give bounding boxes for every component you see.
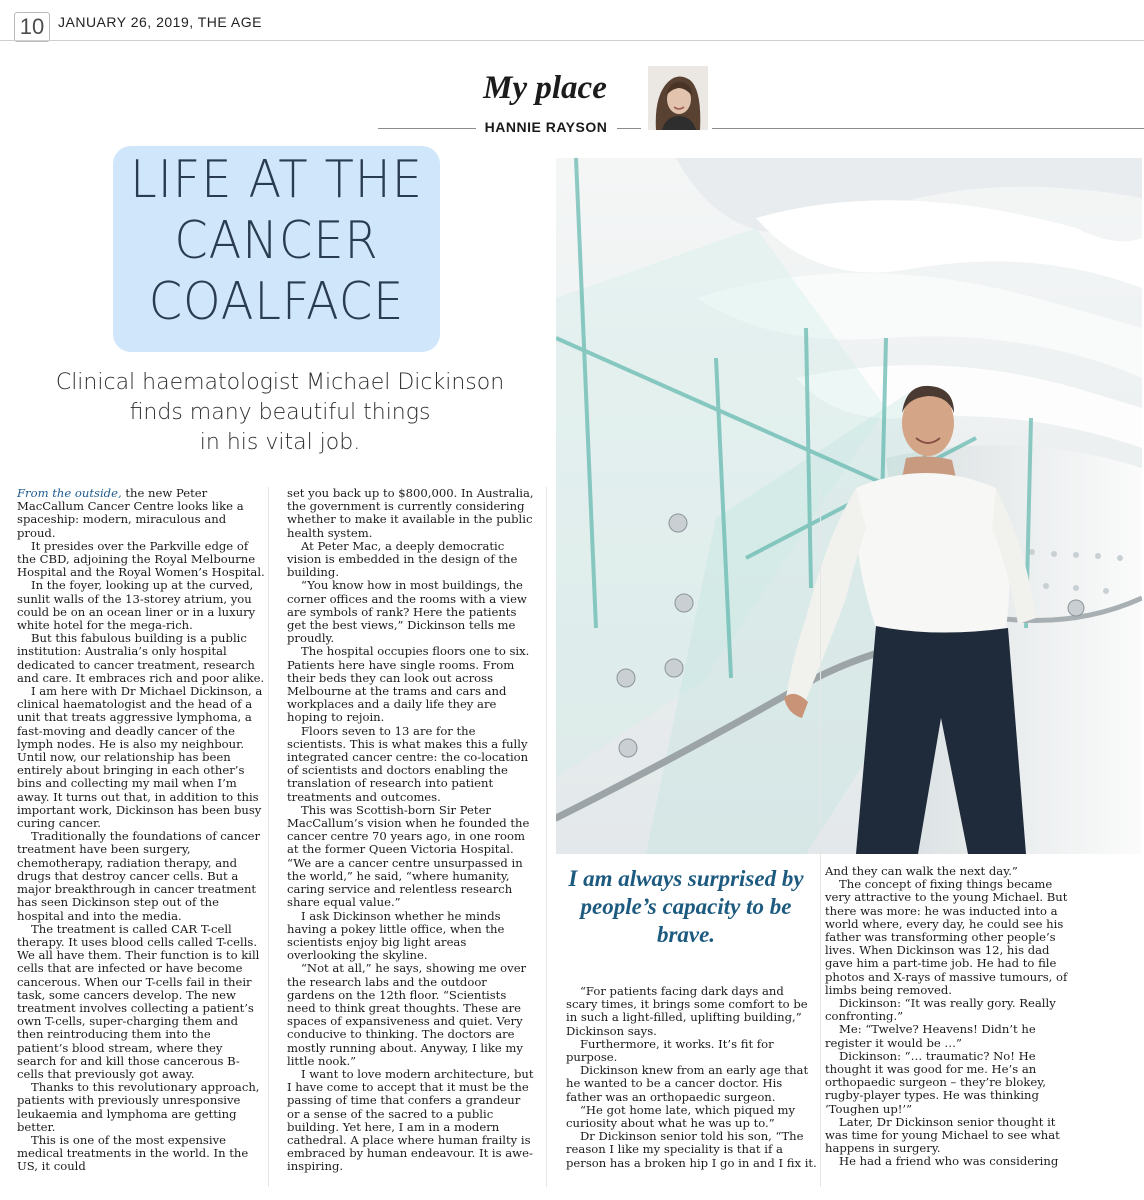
top-rule: [0, 40, 1144, 41]
page-number: 10: [14, 12, 50, 42]
pull-quote: I am always surprised by people’s capacity to be brave.: [568, 866, 804, 947]
author-portrait: [648, 66, 708, 130]
article-column-4: [825, 865, 1075, 1169]
paragraph: “You know how in most buildings, the corner offices and the rooms with a view are symbols of rank? Here the patients get the best views,” Dickinson tells me proudly.: [287, 578, 527, 646]
paragraph: Dickinson: “It was really gory. Really confronting.”: [825, 996, 1056, 1024]
paragraph: Later, Dr Dickinson senior thought it was time for young Michael to see what happens in surgery.: [825, 1114, 1060, 1156]
paragraph: Furthermore, it works. It’s fit for purpose.: [566, 1036, 774, 1065]
paragraph: “Not at all,” he says, showing me over the research labs and the outdoor gardens on the 12th floor. “Scientists need to think great thoughts. These are spaces of expansiveness and quiet. Very conducive to thinking. The doctors are mostly running about. Anyway, I like my little nook.”: [287, 961, 527, 1068]
paragraph: Dickinson knew from an early age that he wanted to be a cancer doctor. His father was an orthopaedic surgeon.: [566, 1063, 809, 1104]
paragraph: “For patients facing dark days and scary times, it brings some comfort to be in such a light-filled, uplifting building,” Dickinson says.: [566, 984, 808, 1038]
dateline: JANUARY 26, 2019, THE AGE: [58, 14, 262, 30]
paragraph: But this fabulous building is a public institution: Australia’s only hospital dedicated to cancer treatment, research and care. It embraces rich and poor alike.: [17, 631, 265, 685]
headline: [126, 150, 427, 333]
standfirst-line: Clinical haematologist Michael Dickinson: [55, 370, 505, 395]
column-title: My place: [483, 70, 607, 106]
byline-rule-left: [378, 128, 476, 129]
headline-line: CANCER: [174, 211, 379, 271]
paragraph: I want to love modern architecture, but I have come to accept that it must be the passing of time that confers a grandeur or a sense of the sacred to a public building. Yet here, I am in a modern cathedral. A place where human frailty is embraced by human endeavour. It is awe-inspiring.: [287, 1066, 534, 1174]
paragraph: Dr Dickinson senior told his son, “The reason I like my speciality is that if a person has a broken hip I go in and I fix it.: [566, 1129, 817, 1170]
paragraph: He had a friend who was considering: [839, 1154, 1059, 1169]
standfirst-line: in his vital job.: [199, 430, 361, 455]
paragraph: This was Scottish-born Sir Peter MacCallum’s vision when he founded the cancer centre 70 years ago, in one room at the former Queen Victoria Hospital. “We are a cancer centre unsurpassed in the world,” he said, “where humanity, caring service and relentless research share equal value.”: [287, 802, 530, 910]
article-column-3: [566, 985, 818, 1170]
paragraph: set you back up to $800,000. In Australia, the government is currently considering whether to make it available in the public health system.: [287, 486, 534, 540]
paragraph: Thanks to this revolutionary approach, patients with previously unresponsive leukaemia and lymphoma are getting better.: [17, 1080, 260, 1134]
byline-rule-right: [712, 128, 1144, 129]
lead-in: From the outside,: [17, 486, 122, 500]
paragraph: The concept of fixing things became very attractive to the young Michael. But there was more: he was inducted into a world where, every day, he could see his father was transforming other people’s lives. When Dickinson was 12, his dad gave him a part-time job. He had to file photos and X-rays of massive tumours, of limbs being removed.: [825, 877, 1068, 997]
paragraph: In the foyer, looking up at the curved, sunlit walls of the 13-storey atrium, you could be on an ocean liner or in a luxury white hotel for the mega-rich.: [17, 578, 256, 633]
headline-line: LIFE AT THE: [130, 150, 423, 210]
paragraph: At Peter Mac, a deeply democratic vision is embedded in the design of the building.: [287, 538, 518, 580]
byline-rule-mid: [617, 128, 641, 129]
headline-line: COALFACE: [148, 272, 405, 332]
paragraph: [17, 487, 265, 540]
standfirst: [20, 368, 540, 458]
paragraph-text: the new Peter MacCallum Cancer Centre looks like a spaceship: modern, miraculous and proud.: [17, 486, 244, 540]
paragraph: Floors seven to 13 are for the scientists. This is what makes this a fully integrated cancer centre: the co-location of scientists and doctors enabling the translation of research into patient treatments and outcomes.: [287, 723, 529, 804]
paragraph: The hospital occupies floors one to six. Patients here have single rooms. From their beds they can look out across Melbourne at the trams and cars and workplaces and a daily life they are hoping to rejoin.: [287, 644, 530, 725]
paragraph: The treatment is called CAR T-cell therapy. It uses blood cells called T-cells. We all have them. Their function is to kill cells that are infected or have become cancerous. When our T-cells fail in their task, some cancers develop. The new treatment involves collecting a patient’s own T-cells, super-charging them and then reintroducing them into the patient’s blood stream, where they search for and kill those cancerous B-cells that previously got away.: [17, 921, 260, 1081]
paragraph: Dickinson: “… traumatic? No! He thought it was good for me. He’s an orthopaedic surgeon – they’re blokey, rugby-player types. He was thinking ‘Toughen up!’”: [825, 1048, 1046, 1116]
standfirst-line: finds many beautiful things: [129, 400, 431, 425]
paragraph: It presides over the Parkville edge of the CBD, adjoining the Royal Melbourne Hospital and the Royal Women’s Hospital.: [17, 538, 265, 580]
paragraph: Me: “Twelve? Heavens! Didn’t he register it would be …”: [825, 1022, 1036, 1050]
column-rule: [820, 487, 821, 1187]
paragraph: I ask Dickinson whether he minds having a pokey little office, when the scientists enjoy big light areas overlooking the skyline.: [287, 908, 505, 963]
paragraph: Traditionally the foundations of cancer treatment have been surgery, chemotherapy, radiation therapy, and drugs that destroy cancer cells. But a major breakthrough in cancer treatment has seen Dickinson step out of the hospital and into the media.: [17, 829, 261, 923]
paragraph: “He got home late, which piqued my curiosity about what he was up to.”: [566, 1102, 796, 1131]
byline: HANNIE RAYSON: [484, 119, 608, 135]
article-body: [17, 487, 817, 1187]
paragraph: I am here with Dr Michael Dickinson, a clinical haematologist and the head of a unit that treats aggressive lymphoma, a fast-moving and deadly cancer of the lymph nodes. He is also my neighbour. Until now, our relationship has been entirely about bringing in each other’s bins and collecting my mail when I’m away. It turns out that, in addition to this important work, Dickinson has been busy curing cancer.: [17, 684, 263, 831]
paragraph: This is one of the most expensive medical treatments in the world. In the US, it could: [17, 1132, 249, 1174]
article-column-1: [17, 487, 265, 1174]
paragraph: And they can walk the next day.”: [825, 864, 1018, 878]
article-column-2: [287, 487, 535, 1174]
